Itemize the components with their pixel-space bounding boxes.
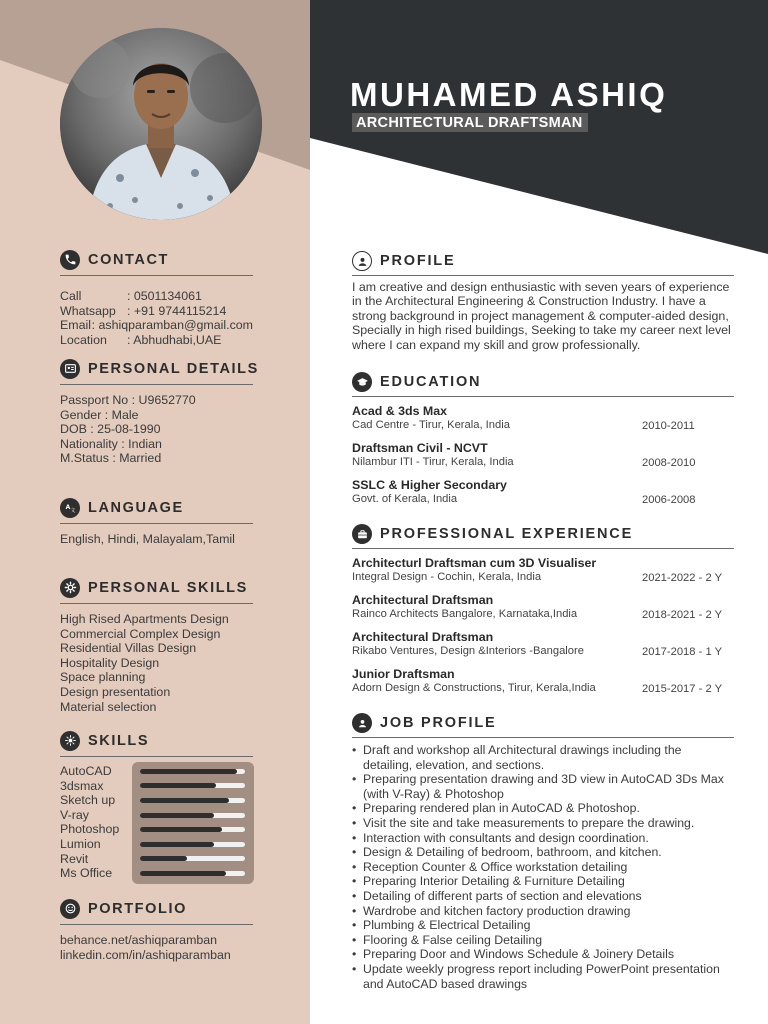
- skill-name: Lumion: [60, 836, 101, 851]
- experience-entry: [352, 593, 734, 621]
- gear-icon: [60, 578, 80, 598]
- job-profile-section: [352, 713, 734, 991]
- experience-entry: [352, 630, 734, 658]
- skill-name: Photoshop: [60, 822, 120, 837]
- list-item: • Wardrobe and kitchen factory production drawing: [352, 904, 734, 919]
- education-entry: [352, 441, 734, 469]
- skill-bar-fill: [140, 783, 216, 788]
- job-duration: 2015-2017 - 2 Y: [642, 683, 723, 695]
- list-item: • Detailing of different parts of section and elevations: [352, 889, 734, 904]
- marital-status-line: M.Status : Married: [60, 451, 162, 466]
- experience-header: [352, 524, 734, 549]
- skill-bar-track: [140, 798, 245, 803]
- job-company: Adorn Design & Constructions, Tirur, Kerala,India: [352, 682, 596, 694]
- education-years: 2008-2010: [642, 457, 696, 469]
- list-item: • Plumbing & Electrical Detailing: [352, 918, 734, 933]
- skill-bar-track: [140, 856, 245, 861]
- contact-label: Location: [60, 332, 107, 347]
- job-title: Architecturl Draftsman cum 3D Visualiser: [352, 556, 597, 570]
- language-section: [60, 497, 253, 547]
- skill-row: [60, 822, 253, 837]
- skill-bar-track: [140, 813, 245, 818]
- contact-section: [60, 249, 253, 347]
- personal-skills-header: [60, 577, 253, 604]
- contact-row: [60, 304, 253, 319]
- personal-skills-title: PERSONAL SKILLS: [88, 579, 248, 596]
- skill-bar-track: [140, 769, 245, 774]
- list-item: • Preparing Interior Detailing & Furniture Detailing: [352, 874, 734, 889]
- list-item: • Design & Detailing of bedroom, bathroom, and kitchen.: [352, 845, 734, 860]
- gender-line: Gender : Male: [60, 407, 139, 422]
- skill-name: Ms Office: [60, 866, 113, 881]
- skill-name: AutoCAD: [60, 764, 112, 778]
- experience-entry: [352, 556, 734, 584]
- job-title: Architectural Draftsman: [352, 630, 494, 644]
- skill-bar-fill: [140, 842, 214, 847]
- skill-name: Revit: [60, 851, 89, 866]
- nationality-line: Nationality : Indian: [60, 436, 162, 451]
- phone-icon: [60, 250, 80, 270]
- skill-row: [60, 779, 253, 794]
- education-institution: Cad Centre - Tirur, Kerala, India: [352, 419, 510, 431]
- education-years: 2010-2011: [642, 420, 695, 432]
- candidate-role: ARCHITECTURAL DRAFTSMAN: [352, 113, 588, 132]
- personal-details-header: [60, 358, 259, 385]
- job-company: Rikabo Ventures, Design &Interiors -Bangalore: [352, 645, 584, 657]
- contact-header: [60, 249, 253, 276]
- skill-bar-fill: [140, 769, 237, 774]
- personal-skill-item: Material selection: [60, 699, 157, 714]
- translate-icon: [60, 498, 80, 518]
- profile-section: [352, 251, 734, 352]
- skill-name: 3dsmax: [60, 778, 104, 793]
- contact-label: Whatsapp: [60, 303, 116, 318]
- portfolio-title: PORTFOLIO: [88, 900, 187, 917]
- skill-row: [60, 866, 253, 881]
- personal-skill-item: Hospitality Design: [60, 655, 160, 670]
- list-item: • Update weekly progress report including PowerPoint presentation and AutoCAD based drawings: [352, 962, 734, 991]
- job-profile-header: [352, 713, 734, 738]
- contact-label: Email: [60, 318, 91, 333]
- passport-line: Passport No : U9652770: [60, 393, 196, 407]
- candidate-name: MUHAMED ASHIQ: [350, 76, 668, 113]
- job-profile-title: JOB PROFILE: [380, 715, 497, 731]
- contact-row: [60, 333, 253, 348]
- graduation-cap-icon: [352, 372, 372, 392]
- linkedin-link[interactable]: linkedin.com/in/ashiqparamban: [60, 947, 231, 962]
- contact-label: Call: [60, 289, 82, 303]
- location-value: : Abhudhabi,UAE: [127, 332, 222, 347]
- education-degree: Acad & 3ds Max: [352, 404, 448, 418]
- skill-bar-fill: [140, 827, 222, 832]
- skill-bar-fill: [140, 871, 226, 876]
- person-icon: [352, 251, 372, 271]
- personal-skill-item: High Rised Apartments Design: [60, 612, 229, 626]
- list-item: • Reception Counter & Office workstation detailing: [352, 860, 734, 875]
- profile-header: [352, 251, 734, 276]
- contact-row: [60, 289, 253, 304]
- skill-bar-fill: [140, 856, 187, 861]
- skills-title: SKILLS: [88, 732, 150, 749]
- skill-bar-fill: [140, 813, 214, 818]
- job-title: Junior Draftsman: [352, 667, 455, 681]
- phone-value[interactable]: : 0501134061: [127, 289, 202, 303]
- profile-summary: I am creative and design enthusiastic with seven years of experience in the Architectural Engineering & Construction Industry. I have a strong background in project management & computer-aided design, Specially in high rised buildings, Seeking to take my career next level where I can expand my skill and grow professionally.: [352, 280, 731, 352]
- education-years: 2006-2008: [642, 494, 696, 506]
- profile-photo: [60, 28, 262, 220]
- list-item: • Draft and workshop all Architectural drawings including the detailing, elevation, and sections.: [352, 743, 734, 772]
- education-degree: SSLC & Higher Secondary: [352, 478, 507, 492]
- skills-header: [60, 730, 253, 757]
- personal-skill-item: Design presentation: [60, 684, 171, 699]
- user-badge-icon: [352, 713, 372, 733]
- education-entry: [352, 478, 734, 506]
- personal-skills-section: [60, 577, 253, 714]
- dob-line: DOB : 25-08-1990: [60, 422, 161, 437]
- experience-entry: [352, 667, 734, 695]
- skill-bar-track: [140, 871, 245, 876]
- skill-bar-track: [140, 783, 245, 788]
- job-company: Rainco Architects Bangalore, Karnataka,India: [352, 608, 578, 620]
- personal-skill-item: Space planning: [60, 670, 146, 685]
- list-item: • Preparing presentation drawing and 3D view in AutoCAD 3Ds Max (with V-Ray) & Photoshop: [352, 772, 734, 801]
- skill-bar-track: [140, 827, 245, 832]
- language-header: [60, 497, 253, 524]
- skill-row: [60, 837, 253, 852]
- svg-text:文: 文: [70, 507, 75, 514]
- education-institution: Govt. of Kerala, India: [352, 493, 458, 505]
- portfolio-icon: [60, 899, 80, 919]
- languages-text: English, Hindi, Malayalam,Tamil: [60, 532, 235, 546]
- skill-name: Sketch up: [60, 793, 116, 808]
- contact-row: [60, 318, 253, 333]
- profile-title: PROFILE: [380, 253, 456, 269]
- job-duration: 2018-2021 - 2 Y: [642, 609, 723, 621]
- education-title: EDUCATION: [380, 374, 482, 390]
- skill-row: [60, 793, 253, 808]
- behance-link[interactable]: behance.net/ashiqparamban: [60, 933, 218, 947]
- sun-icon: [60, 731, 80, 751]
- skill-row: [60, 764, 253, 779]
- education-section: [352, 372, 734, 506]
- experience-section: [352, 524, 734, 695]
- list-item: • Preparing Door and Windows Schedule & Joinery Details: [352, 947, 734, 962]
- svg-text:A: A: [65, 504, 70, 512]
- list-item: • Visit the site and take measurements to prepare the drawing.: [352, 816, 734, 831]
- list-item: • Preparing rendered plan in AutoCAD & Photoshop.: [352, 801, 734, 816]
- education-degree: Draftsman Civil - NCVT: [352, 441, 488, 455]
- personal-skill-item: Residential Villas Design: [60, 641, 197, 656]
- portfolio-header: [60, 898, 253, 925]
- personal-skill-item: Commercial Complex Design: [60, 626, 221, 641]
- skill-name: V-ray: [60, 807, 89, 822]
- list-item: • Flooring & False ceiling Detailing: [352, 933, 734, 948]
- email-value[interactable]: : ashiqparamban@gmail.com: [91, 318, 253, 333]
- personal-details-title: PERSONAL DETAILS: [88, 360, 259, 377]
- language-title: LANGUAGE: [88, 499, 184, 516]
- job-duration: 2017-2018 - 1 Y: [642, 646, 723, 658]
- skill-bar-track: [140, 842, 245, 847]
- job-duration: 2021-2022 - 2 Y: [642, 572, 723, 584]
- education-header: [352, 372, 734, 397]
- education-entry: [352, 404, 734, 432]
- education-institution: Nilambur ITI - Tirur, Kerala, India: [352, 456, 514, 468]
- contact-title: CONTACT: [88, 251, 170, 268]
- personal-details-section: [60, 358, 259, 466]
- skills-list: [60, 764, 253, 881]
- list-item: • Interaction with consultants and design coordination.: [352, 831, 734, 846]
- skill-row: [60, 852, 253, 867]
- experience-title: PROFESSIONAL EXPERIENCE: [380, 526, 634, 542]
- skill-row: [60, 808, 253, 823]
- skills-section: [60, 730, 253, 881]
- portfolio-section: [60, 898, 253, 962]
- job-duties-list: [352, 743, 734, 991]
- briefcase-icon: [352, 524, 372, 544]
- job-title: Architectural Draftsman: [352, 593, 494, 607]
- job-company: Integral Design - Cochin, Kerala, India: [352, 571, 542, 583]
- whatsapp-value[interactable]: : +91 9744115214: [127, 303, 227, 318]
- id-card-icon: [60, 359, 80, 379]
- skill-bar-fill: [140, 798, 229, 803]
